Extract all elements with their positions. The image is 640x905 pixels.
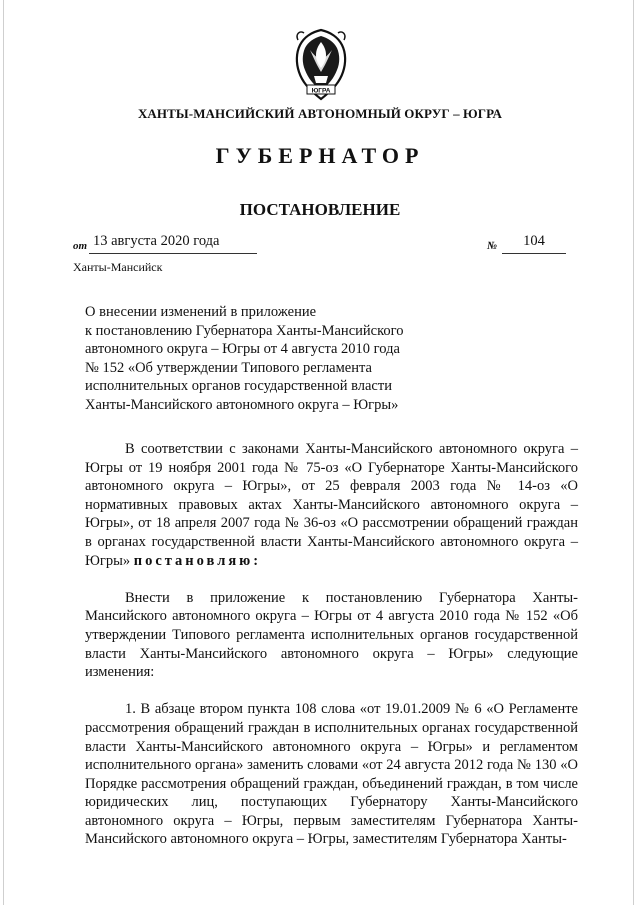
emblem-label: ЮГРА [311, 87, 331, 95]
number-prefix: № [487, 240, 498, 252]
amendment-intro-paragraph: Внести в приложение к постановлению Губернатора Ханты-Мансийского автономного округа – Югры от 4 августа 2010 года № 152 «Об утверждении Типового регламента исполнительных органов государственной власти Ханты-Мансийского автономного округа – Югры» следующие изменения: [85, 589, 578, 681]
subject-line: № 152 «Об утверждении Типового регламента [85, 359, 372, 376]
amendment-item-paragraph: 1. В абзаце втором пункта 108 слова «от 19.01.2009 № 6 «О Регламенте рассмотрения обращений граждан в исполнительных органах государственной власти Ханты-Мансийского автономного округа – Югры» и регламентом исполнительного органа» заменить словами «от 24 августа 2012 года № 130 «О Порядке рассмотрения обращений граждан, объединений граждан, в том числе юридических лиц, поступающих Губернатору Ханты-Мансийского автономного округа – Югры, первым заместителям Губернатора Ханты-Мансийского автономного округа – Югры, заместителям Губернатора Ханты- [85, 701, 578, 848]
subject-line: Ханты-Мансийского автономного округа – Югры» [85, 396, 399, 413]
document-subject [85, 303, 445, 415]
subject-line: исполнительных органов государственной власти [85, 378, 392, 395]
document-date: 13 августа 2020 года [93, 233, 220, 249]
region-title: ХАНТЫ-МАНСИЙСКИЙ АВТОНОМНЫЙ ОКРУГ – ЮГРА [137, 106, 503, 121]
city-name: Ханты-Мансийск [73, 260, 163, 274]
preamble-paragraph [85, 440, 578, 570]
preamble-text: В соответствии с законами Ханты-Мансийского автономного округа – Югры от 19 ноября 2001 года № 75-оз «О Губернаторе Ханты-Мансийского автономного округа – Югры», от 25 февраля 2003 года № 14-оз «О нормативных правовых актах Ханты-Мансийского автономного округа – Югры», от 18 апреля 2007 года № 36-оз «О рассмотрении обращений граждан в органах государственной власти Ханты-Мансийского автономного округа – Югры» [85, 441, 578, 569]
date-underline [89, 233, 257, 254]
subject-line: автономного округа – Югры от 4 августа 2010 года [85, 341, 400, 358]
authority-title: ГУБЕРНАТОР [215, 143, 425, 168]
date-prefix: от [73, 240, 88, 252]
subject-line: О внесении изменений в приложение [85, 304, 317, 320]
coat-of-arms-emblem [290, 28, 352, 102]
date-field [73, 233, 263, 257]
decree-word: постановляю: [133, 552, 262, 569]
document-body [85, 440, 578, 868]
scan-edge-left [3, 0, 4, 905]
number-field [487, 233, 567, 257]
subject-line: к постановлению Губернатора Ханты-Мансийского [85, 322, 404, 339]
document-number: 104 [502, 233, 566, 254]
scan-edge-right [633, 0, 634, 905]
document-type: ПОСТАНОВЛЕНИЕ [239, 200, 401, 219]
